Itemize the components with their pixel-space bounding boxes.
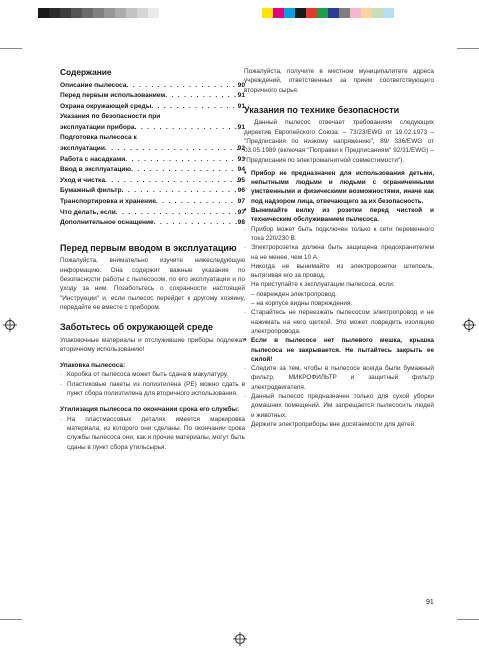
last-text: Держите электроприборы вне досягаемости для детей. <box>251 420 416 428</box>
list-item: · Данный пылесос предназначен только для сухой уборки домашних помещений. Им запрещается пылесосить людей и животных. <box>244 392 434 420</box>
toc-entry-title: Что делать, если <box>60 208 116 216</box>
list-item: · Электророзетка должна быть защищена предохранителем на не менее, чем 10 А. <box>244 243 434 262</box>
color-swatch <box>361 8 372 18</box>
toc-leader-dots <box>156 197 238 208</box>
disposal-list <box>60 415 245 452</box>
color-swatch <box>328 8 339 18</box>
color-swatch <box>262 8 273 18</box>
table-of-contents <box>60 81 245 229</box>
color-swatch <box>82 8 93 18</box>
toc-leader-dots <box>131 165 238 176</box>
before-use-text: Пожалуйста, внимательно изучите нижеследующую информацию. Она содержит важные указания по безопасности работы с пылесосом, по его эксплуатации и по уходу за ним. Позаботьтесь о сохранности настоящей "Инструкции" и, если пылесос перейдет к другому хозяину, передайте ее вместе с прибором. <box>60 257 245 311</box>
toc-entry-page: 98 <box>237 219 245 227</box>
toc-entry-page: 91 <box>237 123 245 131</box>
color-swatch <box>273 8 284 18</box>
list-item: • Прибор не предназначен для использования детьми, непытными людьми и людьми с ограниченными умственными и физическими возможностями, иначе как под надзором лица, отвечающего за их безопасность. <box>244 169 434 206</box>
toc-entry <box>60 144 245 155</box>
right-column <box>244 67 434 429</box>
toc-entry <box>60 155 245 166</box>
toc-entry <box>60 123 245 134</box>
toc-entry <box>60 81 245 92</box>
safety-heading: Указания по технике безопасности <box>244 104 400 115</box>
list-item: · Не приступайте к эксплуатации пылесоса, если: <box>244 280 434 289</box>
color-swatch <box>383 8 394 18</box>
color-swatch <box>284 8 295 18</box>
registration-mark-icon <box>3 318 17 332</box>
toc-entry <box>60 186 245 197</box>
toc-entry-page: 94 <box>237 166 245 174</box>
toc-entry-title: Работа с насадками <box>60 155 126 163</box>
color-swatch <box>159 8 170 18</box>
list-item: · Коробка от пылесоса может быть сдана в макулатуру. <box>60 370 245 379</box>
toc-entry-page: 92 <box>237 145 245 153</box>
toc-entry-page: 90 <box>237 81 245 89</box>
toc-entry <box>60 218 245 229</box>
toc-entry-title: Бумажный фильтр <box>60 187 122 195</box>
color-swatch <box>93 8 104 18</box>
toc-entry-page: 93 <box>237 155 245 163</box>
list-item: · Следите за тем, чтобы в пылесосе всегда были бумажный фильтр, МИКРОФИЛЬТР и защитный фильтр электродвигателя. <box>244 364 434 392</box>
trim-mark <box>0 619 22 620</box>
color-swatch <box>126 8 137 18</box>
toc-entry <box>60 176 245 187</box>
toc-leader-dots <box>126 81 237 92</box>
toc-leader-dots <box>105 176 238 187</box>
list-item: • Вынимайте вилку из розетки перед чисткой и техническим обслуживанием пылесоса. <box>244 206 434 225</box>
list-item: · Старайтесь не переезжать пылесосом электропровод и не нажимать на него щеткой. Это может повредить изоляцию электропровода. <box>244 308 434 336</box>
safety-list <box>244 169 434 290</box>
left-column <box>60 67 245 452</box>
color-swatch <box>317 8 328 18</box>
list-item: · Пластиковые пакеты из полиэтилена (PE) можно сдать в пункт сбора полиэтилена для вторичного использования. <box>60 380 245 399</box>
trim-mark <box>457 48 479 49</box>
toc-leader-dots <box>151 102 237 113</box>
toc-entry-title: Охрана окружающей среды <box>60 102 152 110</box>
color-swatch <box>137 8 148 18</box>
page-number: 91 <box>426 599 434 606</box>
color-swatch <box>115 8 126 18</box>
list-item: · Прибор может быть подключен только к сети переменного тока 220/230 В. <box>244 225 434 244</box>
environment-text: Упаковочные материалы и отслужившие приборы подлежат вторичному использованию! <box>60 336 245 353</box>
toc-entry-page: 97 <box>237 208 245 216</box>
color-swatch <box>38 8 49 18</box>
toc-leader-dots <box>135 123 238 134</box>
toc-leader-dots <box>125 155 237 166</box>
registration-mark-icon <box>233 632 247 646</box>
sub-item: – поврежден электропровод. <box>251 290 337 298</box>
toc-entry-page: 96 <box>237 187 245 195</box>
toc-leader-dots <box>122 186 238 197</box>
process-color-bar <box>262 8 405 18</box>
toc-title: Содержание <box>60 67 112 77</box>
toc-entry <box>60 102 245 113</box>
sub-item: – на корпусе видны повреждения. <box>251 300 353 308</box>
toc-leader-dots <box>154 218 238 229</box>
environment-heading: Заботьтесь об окружающей среде <box>60 322 214 333</box>
safety-list-2 <box>244 308 434 420</box>
packaging-heading: Упаковка пылесоса: <box>60 362 126 370</box>
trim-mark <box>0 48 22 49</box>
toc-entry-title: эксплуатации <box>60 145 105 153</box>
toc-entry: Подготовка пылесоса к <box>60 134 137 142</box>
toc-entry-page: 97 <box>237 198 245 206</box>
toc-entry <box>60 91 245 102</box>
toc-entry-page: 91 <box>237 92 245 100</box>
color-swatch <box>306 8 317 18</box>
registration-mark-icon <box>462 318 476 332</box>
list-item: · На пластмассовых деталях имеется маркировка материала, из которого они сделаны. По окончании срока службы пылесоса они, как и прочие материалы, могут быть сданы в пункт сбора утильсырья. <box>60 415 245 452</box>
toc-entry-page: 91 <box>237 102 245 110</box>
toc-entry-title: Уход и чистка <box>60 176 106 184</box>
packaging-list <box>60 370 245 398</box>
toc-entry-title: Перед первым использованием <box>60 92 166 100</box>
municipality-text: Пожалуйста, получите в местном муниципалитете адреса учреждений, ответственных за прием соответствующего вторичного сырья. <box>244 68 434 94</box>
toc-entry-title: Описание пылесоса <box>60 81 127 89</box>
toc-entry <box>60 208 245 219</box>
color-swatch <box>49 8 60 18</box>
color-swatch <box>372 8 383 18</box>
color-swatch <box>148 8 159 18</box>
toc-entry-title: Ввод в эксплуатацию <box>60 166 132 174</box>
grayscale-color-bar <box>38 8 170 18</box>
color-swatch <box>350 8 361 18</box>
color-swatch <box>71 8 82 18</box>
color-swatch <box>339 8 350 18</box>
toc-entry-title: эксплуатации прибора <box>60 123 135 131</box>
toc-leader-dots <box>116 208 238 219</box>
toc-entry: Указания по безопасности при <box>60 113 161 121</box>
color-swatch <box>295 8 306 18</box>
color-swatch <box>104 8 115 18</box>
trim-mark <box>457 619 479 620</box>
disposal-heading: Утилизация пылесоса по окончании срока его службы: <box>60 406 240 414</box>
color-swatch <box>60 8 71 18</box>
toc-entry-title: Транспортировка и хранение <box>60 198 156 206</box>
color-swatch <box>394 8 405 18</box>
toc-entry-page: 95 <box>237 176 245 184</box>
before-use-heading: Перед первым вводом в эксплуатацию <box>60 242 237 253</box>
toc-leader-dots <box>165 91 237 102</box>
toc-entry <box>60 197 245 208</box>
list-item: • Если в пылесосе нет пылевого мешка, крышка пылесоса не закрывается. Не пытайтесь закрыть ее силой! <box>244 336 434 364</box>
list-item: · Никогда не вынимайте из электророзетки штепсель, вытягивая его за провод. <box>244 262 434 281</box>
toc-leader-dots <box>105 144 238 155</box>
toc-entry-title: Дополнительное оснащение <box>60 219 154 227</box>
toc-entry <box>60 165 245 176</box>
safety-intro: Данный пылесос отвечает требованиям следующих директив Европейского Союза: – 73/23/EWG от 19.02.1973 – "Предписания по низкому напряжению", 89/ 336/EWG от 03.05.1989 (включая "Поправки к Предписаниям" 92/31/EWG) – "Предписания по электромагнитной совместимости"). <box>244 119 434 164</box>
